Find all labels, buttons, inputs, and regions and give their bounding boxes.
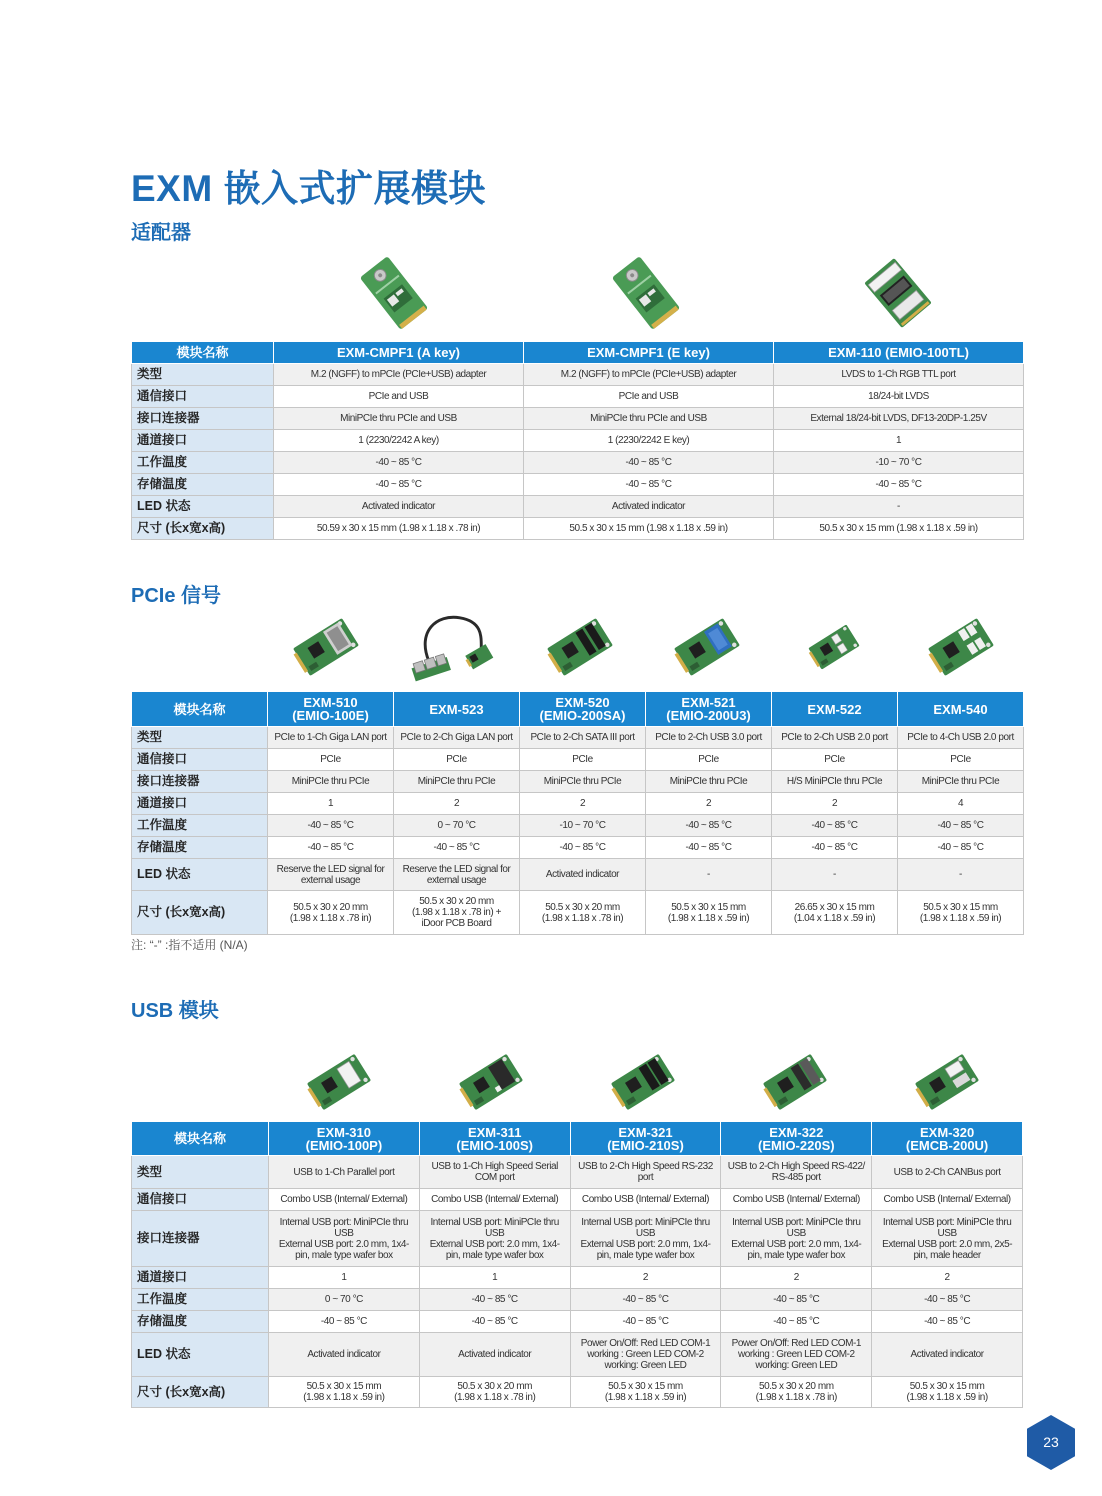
- page-number-badge: [1027, 1415, 1075, 1470]
- spec-cell: 50.5 x 30 x 15 mm (1.98 x 1.18 x .59 in): [646, 891, 772, 935]
- spec-cell: -40 ~ 85 °C: [772, 837, 898, 859]
- spec-cell: -40 ~ 85 °C: [524, 452, 774, 474]
- spec-cell: Reserve the LED signal for external usage: [394, 859, 520, 891]
- row-label: 通信接口: [132, 749, 268, 771]
- product-image-exm-521: [671, 617, 743, 677]
- spec-cell: 18/24-bit LVDS: [774, 386, 1024, 408]
- table-row: [132, 859, 1024, 891]
- spec-cell: 1 (2230/2242 E key): [524, 430, 774, 452]
- spec-cell: MiniPCIe thru PCIe: [520, 771, 646, 793]
- spec-cell: M.2 (NGFF) to mPCIe (PCIe+USB) adapter: [274, 364, 524, 386]
- column-header-model: EXM-CMPF1 (E key): [524, 342, 774, 364]
- spec-cell: M.2 (NGFF) to mPCIe (PCIe+USB) adapter: [524, 364, 774, 386]
- spec-cell: Internal USB port: MiniPCIe thru USB External USB port: 2.0 mm, 1x4-pin, male type wafer box: [570, 1211, 721, 1267]
- spec-cell: -40 ~ 85 °C: [268, 815, 394, 837]
- spec-cell: 2: [570, 1267, 721, 1289]
- spec-cell: Internal USB port: MiniPCIe thru USB External USB port: 2.0 mm, 1x4-pin, male type wafer box: [269, 1211, 420, 1267]
- spec-cell: -40 ~ 85 °C: [419, 1311, 570, 1333]
- spec-cell: PCIe: [520, 749, 646, 771]
- spec-cell: -40 ~ 85 °C: [721, 1311, 872, 1333]
- spec-cell: PCIe to 1-Ch Giga LAN port: [268, 727, 394, 749]
- table-row: [132, 1311, 1023, 1333]
- spec-cell: 0 ~ 70 °C: [394, 815, 520, 837]
- spec-cell: Activated indicator: [872, 1333, 1023, 1377]
- product-images-row: [131, 252, 1024, 334]
- row-label: 尺寸 (长x宽x高): [132, 518, 274, 540]
- spec-cell: -40 ~ 85 °C: [774, 474, 1024, 496]
- table-header-row: [132, 692, 1024, 727]
- spec-cell: External 18/24-bit LVDS, DF13-20DP-1.25V: [774, 408, 1024, 430]
- table-row: [132, 1289, 1023, 1311]
- table-row: [132, 793, 1024, 815]
- row-label: 类型: [132, 727, 268, 749]
- row-label: 接口连接器: [132, 1211, 269, 1267]
- column-header-model: EXM-321 (EMIO-210S): [570, 1122, 721, 1156]
- spec-cell: 1: [268, 793, 394, 815]
- table-row: [132, 474, 1024, 496]
- spec-table-adapters: [131, 341, 1024, 540]
- spec-cell: MiniPCIe thru PCIe: [646, 771, 772, 793]
- spec-cell: -: [898, 859, 1024, 891]
- spec-cell: 50.5 x 30 x 15 mm (1.98 x 1.18 x .59 in): [872, 1377, 1023, 1408]
- spec-cell: Internal USB port: MiniPCIe thru USB External USB port: 2.0 mm, 2x5-pin, male header: [872, 1211, 1023, 1267]
- spec-cell: 2: [772, 793, 898, 815]
- spec-cell: MiniPCIe thru PCIe: [898, 771, 1024, 793]
- column-header-model: EXM-540: [898, 692, 1024, 727]
- row-label: 存储温度: [132, 474, 274, 496]
- spec-cell: Internal USB port: MiniPCIe thru USB External USB port: 2.0 mm, 1x4-pin, male type wafer box: [419, 1211, 570, 1267]
- column-header-module-name: 模块名称: [132, 342, 274, 364]
- spec-cell: PCIe to 2-Ch USB 3.0 port: [646, 727, 772, 749]
- spec-cell: PCIe to 2-Ch Giga LAN port: [394, 727, 520, 749]
- spec-cell: 50.59 x 30 x 15 mm (1.98 x 1.18 x .78 in): [274, 518, 524, 540]
- spec-cell: -40 ~ 85 °C: [646, 815, 772, 837]
- spec-cell: 2: [394, 793, 520, 815]
- table-row: [132, 1156, 1023, 1189]
- spec-cell: USB to 1-Ch High Speed Serial COM port: [419, 1156, 570, 1189]
- spec-cell: Combo USB (Internal/ External): [872, 1189, 1023, 1211]
- row-label: 存储温度: [132, 837, 268, 859]
- spec-cell: MiniPCIe thru PCIe: [394, 771, 520, 793]
- spec-cell: 2: [520, 793, 646, 815]
- row-label: 尺寸 (长x宽x高): [132, 891, 268, 935]
- spec-cell: MiniPCIe thru PCIe and USB: [524, 408, 774, 430]
- spec-cell: Reserve the LED signal for external usage: [268, 859, 394, 891]
- table-row: [132, 452, 1024, 474]
- section-heading-usb: USB 模块: [131, 1000, 219, 1022]
- spec-cell: LVDS to 1-Ch RGB TTL port: [774, 364, 1024, 386]
- column-header-module-name: 模块名称: [132, 692, 268, 727]
- spec-cell: -: [772, 859, 898, 891]
- column-header-model: EXM-110 (EMIO-100TL): [774, 342, 1024, 364]
- spec-cell: Combo USB (Internal/ External): [721, 1189, 872, 1211]
- spec-cell: PCIe: [898, 749, 1024, 771]
- table-row: [132, 727, 1024, 749]
- spec-cell: H/S MiniPCIe thru PCIe: [772, 771, 898, 793]
- spec-cell: -40 ~ 85 °C: [570, 1311, 721, 1333]
- row-label: 存储温度: [132, 1311, 269, 1333]
- spec-cell: 50.5 x 30 x 20 mm (1.98 x 1.18 x .78 in): [419, 1377, 570, 1408]
- spec-cell: -40 ~ 85 °C: [268, 837, 394, 859]
- product-image-exm-321: [608, 1053, 678, 1111]
- row-label: 通信接口: [132, 386, 274, 408]
- spec-cell: -40 ~ 85 °C: [772, 815, 898, 837]
- row-label: 通道接口: [132, 793, 268, 815]
- row-label: 尺寸 (长x宽x高): [132, 1377, 269, 1408]
- spec-cell: PCIe: [394, 749, 520, 771]
- spec-cell: PCIe and USB: [524, 386, 774, 408]
- spec-cell: 2: [646, 793, 772, 815]
- spec-cell: 0 ~ 70 °C: [269, 1289, 420, 1311]
- spec-cell: 50.5 x 30 x 20 mm (1.98 x 1.18 x .78 in): [721, 1377, 872, 1408]
- footnote: 注: “-” :指不适用 (N/A): [131, 938, 248, 952]
- table-row: [132, 408, 1024, 430]
- table-row: [132, 771, 1024, 793]
- spec-cell: Activated indicator: [419, 1333, 570, 1377]
- product-image-exm-520: [544, 617, 616, 677]
- spec-cell: -40 ~ 85 °C: [721, 1289, 872, 1311]
- table-row: [132, 749, 1024, 771]
- row-label: LED 状态: [132, 496, 274, 518]
- spec-cell: 1 (2230/2242 A key): [274, 430, 524, 452]
- spec-table-usb: [131, 1121, 1023, 1408]
- spec-cell: Activated indicator: [520, 859, 646, 891]
- product-image-exm-310: [304, 1053, 374, 1111]
- row-label: 接口连接器: [132, 408, 274, 430]
- spec-cell: Combo USB (Internal/ External): [570, 1189, 721, 1211]
- row-label: 类型: [132, 364, 274, 386]
- column-header-model: EXM-310 (EMIO-100P): [269, 1122, 420, 1156]
- spec-cell: Activated indicator: [269, 1333, 420, 1377]
- table-header-row: [132, 342, 1024, 364]
- row-label: 工作温度: [132, 452, 274, 474]
- table-row: [132, 364, 1024, 386]
- spec-cell: PCIe: [646, 749, 772, 771]
- spec-cell: 50.5 x 30 x 20 mm (1.98 x 1.18 x .78 in) + iDoor PCB Board: [394, 891, 520, 935]
- spec-cell: Activated indicator: [274, 496, 524, 518]
- spec-cell: -40 ~ 85 °C: [570, 1289, 721, 1311]
- spec-cell: -40 ~ 85 °C: [898, 837, 1024, 859]
- spec-cell: -40 ~ 85 °C: [274, 452, 524, 474]
- product-image-exm-322: [760, 1053, 830, 1111]
- spec-cell: 50.5 x 30 x 20 mm (1.98 x 1.18 x .78 in): [268, 891, 394, 935]
- spec-cell: -: [774, 496, 1024, 518]
- row-label: 通道接口: [132, 430, 274, 452]
- column-header-model: EXM-311 (EMIO-100S): [419, 1122, 570, 1156]
- table-row: [132, 1211, 1023, 1267]
- product-image-exm-522: [806, 623, 862, 671]
- page-title: EXM 嵌入式扩展模块: [131, 168, 486, 209]
- spec-cell: USB to 2-Ch High Speed RS-232 port: [570, 1156, 721, 1189]
- row-label: 工作温度: [132, 1289, 269, 1311]
- spec-cell: -40 ~ 85 °C: [524, 474, 774, 496]
- spec-cell: USB to 2-Ch High Speed RS-422/ RS-485 port: [721, 1156, 872, 1189]
- table-row: [132, 1377, 1023, 1408]
- spec-cell: MiniPCIe thru PCIe: [268, 771, 394, 793]
- product-images-row: [131, 606, 1024, 688]
- product-image-exm-cmpf1-a: [355, 254, 433, 332]
- table-row: [132, 891, 1024, 935]
- column-header-model: EXM-CMPF1 (A key): [274, 342, 524, 364]
- column-header-model: EXM-523: [394, 692, 520, 727]
- product-image-exm-523: [409, 610, 497, 684]
- spec-cell: 50.5 x 30 x 15 mm (1.98 x 1.18 x .59 in): [524, 518, 774, 540]
- column-header-model: EXM-510 (EMIO-100E): [268, 692, 394, 727]
- spec-cell: -40 ~ 85 °C: [394, 837, 520, 859]
- row-label: LED 状态: [132, 1333, 269, 1377]
- product-image-exm-cmpf1-e: [607, 254, 685, 332]
- product-image-exm-510: [290, 617, 362, 677]
- table-row: [132, 1189, 1023, 1211]
- row-label: 类型: [132, 1156, 269, 1189]
- table-header-row: [132, 1122, 1023, 1156]
- spec-cell: -40 ~ 85 °C: [419, 1289, 570, 1311]
- row-label: 接口连接器: [132, 771, 268, 793]
- spec-cell: PCIe: [268, 749, 394, 771]
- page-number: 23: [1043, 1434, 1059, 1450]
- table-row: [132, 518, 1024, 540]
- spec-cell: 50.5 x 30 x 20 mm (1.98 x 1.18 x .78 in): [520, 891, 646, 935]
- table-row: [132, 496, 1024, 518]
- spec-cell: USB to 2-Ch CANBus port: [872, 1156, 1023, 1189]
- spec-cell: 2: [872, 1267, 1023, 1289]
- spec-cell: 50.5 x 30 x 15 mm (1.98 x 1.18 x .59 in): [898, 891, 1024, 935]
- spec-cell: -10 ~ 70 °C: [774, 452, 1024, 474]
- spec-cell: PCIe and USB: [274, 386, 524, 408]
- spec-cell: 50.5 x 30 x 15 mm (1.98 x 1.18 x .59 in): [774, 518, 1024, 540]
- row-label: 通信接口: [132, 1189, 269, 1211]
- table-row: [132, 1267, 1023, 1289]
- spec-table-pcie: [131, 691, 1024, 935]
- spec-cell: Combo USB (Internal/ External): [269, 1189, 420, 1211]
- spec-cell: -40 ~ 85 °C: [269, 1311, 420, 1333]
- column-header-module-name: 模块名称: [132, 1122, 269, 1156]
- spec-cell: USB to 1-Ch Parallel port: [269, 1156, 420, 1189]
- spec-cell: -40 ~ 85 °C: [274, 474, 524, 496]
- spec-cell: PCIe: [772, 749, 898, 771]
- spec-cell: Power On/Off: Red LED COM-1 working : Green LED COM-2 working: Green LED: [721, 1333, 872, 1377]
- product-images-row: [131, 1044, 1023, 1120]
- spec-cell: Combo USB (Internal/ External): [419, 1189, 570, 1211]
- table-row: [132, 430, 1024, 452]
- column-header-model: EXM-520 (EMIO-200SA): [520, 692, 646, 727]
- spec-cell: Activated indicator: [524, 496, 774, 518]
- spec-cell: 1: [774, 430, 1024, 452]
- table-row: [132, 1333, 1023, 1377]
- spec-cell: -40 ~ 85 °C: [898, 815, 1024, 837]
- spec-cell: -40 ~ 85 °C: [646, 837, 772, 859]
- column-header-model: EXM-521 (EMIO-200U3): [646, 692, 772, 727]
- column-header-model: EXM-320 (EMCB-200U): [872, 1122, 1023, 1156]
- section-heading-adapters: 适配器: [131, 222, 191, 244]
- table-row: [132, 837, 1024, 859]
- spec-cell: 2: [721, 1267, 872, 1289]
- product-image-exm-320: [912, 1053, 982, 1111]
- spec-cell: -40 ~ 85 °C: [872, 1311, 1023, 1333]
- row-label: 工作温度: [132, 815, 268, 837]
- spec-cell: PCIe to 4-Ch USB 2.0 port: [898, 727, 1024, 749]
- column-header-model: EXM-322 (EMIO-220S): [721, 1122, 872, 1156]
- product-image-exm-540: [925, 617, 997, 677]
- section-heading-pcie: PCIe 信号: [131, 585, 222, 607]
- spec-cell: 4: [898, 793, 1024, 815]
- spec-cell: -10 ~ 70 °C: [520, 815, 646, 837]
- spec-cell: PCIe to 2-Ch USB 2.0 port: [772, 727, 898, 749]
- spec-cell: Power On/Off: Red LED COM-1 working : Green LED COM-2 working: Green LED: [570, 1333, 721, 1377]
- spec-cell: 1: [419, 1267, 570, 1289]
- spec-cell: -: [646, 859, 772, 891]
- row-label: 通道接口: [132, 1267, 269, 1289]
- spec-cell: PCIe to 2-Ch SATA III port: [520, 727, 646, 749]
- spec-cell: MiniPCIe thru PCIe and USB: [274, 408, 524, 430]
- spec-cell: -40 ~ 85 °C: [872, 1289, 1023, 1311]
- row-label: LED 状态: [132, 859, 268, 891]
- column-header-model: EXM-522: [772, 692, 898, 727]
- spec-cell: 50.5 x 30 x 15 mm (1.98 x 1.18 x .59 in): [570, 1377, 721, 1408]
- product-image-exm-311: [456, 1053, 526, 1111]
- spec-cell: 1: [269, 1267, 420, 1289]
- spec-cell: 50.5 x 30 x 15 mm (1.98 x 1.18 x .59 in): [269, 1377, 420, 1408]
- product-image-exm-110: [859, 254, 937, 332]
- spec-cell: 26.65 x 30 x 15 mm (1.04 x 1.18 x .59 in): [772, 891, 898, 935]
- spec-cell: Internal USB port: MiniPCIe thru USB External USB port: 2.0 mm, 1x4-pin, male type wafer box: [721, 1211, 872, 1267]
- spec-cell: -40 ~ 85 °C: [520, 837, 646, 859]
- table-row: [132, 386, 1024, 408]
- table-row: [132, 815, 1024, 837]
